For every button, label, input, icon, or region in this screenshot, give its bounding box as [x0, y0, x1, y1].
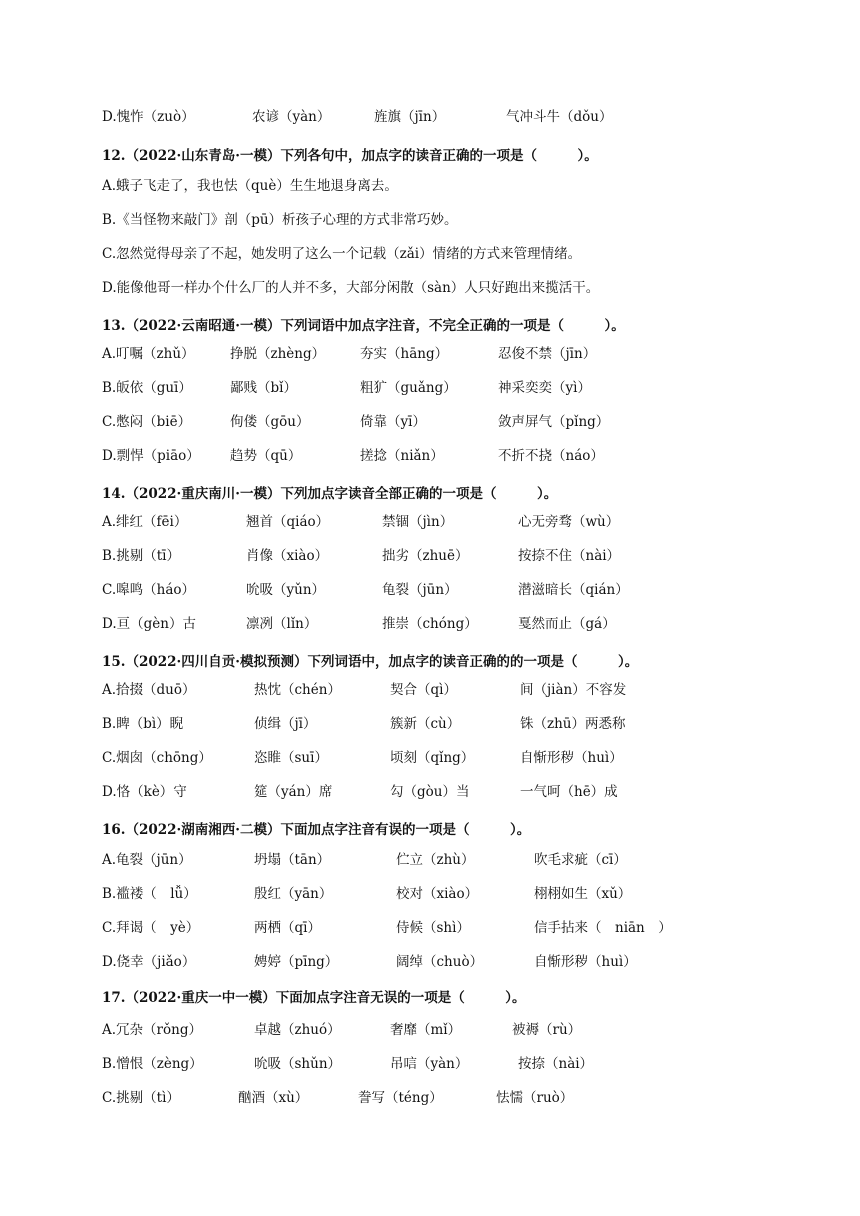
word-pronunciation: 凛冽（lǐn）	[246, 616, 318, 632]
word-pronunciation: 奢靡（mǐ）	[390, 1022, 462, 1038]
answer-option-row	[0, 510, 860, 534]
word-pronunciation: 娉婷（pīng）	[254, 954, 339, 970]
word-pronunciation: 契合（qì）	[390, 682, 457, 698]
question-stem	[0, 986, 860, 1010]
word-pronunciation: 鄙贱（bǐ）	[230, 380, 297, 396]
word-pronunciation: 佝偻（gōu）	[230, 414, 310, 430]
word-pronunciation: C.嗥鸣（háo）	[102, 582, 196, 598]
word-pronunciation: 挣脱（zhèng）	[230, 346, 326, 362]
word-pronunciation: 倚靠（yī）	[360, 414, 426, 430]
word-pronunciation: B.挑剔（tī）	[102, 548, 180, 564]
answer-option-row	[0, 376, 860, 400]
answer-option-row	[0, 746, 860, 770]
word-pronunciation: 校对（xiào）	[396, 886, 479, 902]
answer-option-row	[0, 678, 860, 702]
word-pronunciation: 筵（yán）席	[254, 784, 333, 800]
word-pronunciation: 热忱（chén）	[254, 682, 341, 698]
word-pronunciation: 怯懦（ruò）	[496, 1090, 574, 1106]
option-text: D.能像他哥一样办个什么厂的人并不多，大部分闲散（sàn）人只好跑出来揽活干。	[102, 280, 600, 296]
word-pronunciation: 坍塌（tān）	[254, 852, 331, 868]
word-pronunciation: 阔绰（chuò）	[396, 954, 484, 970]
word-pronunciation: 间（jiàn）不容发	[520, 682, 627, 698]
word-pronunciation: 恣睢（suī）	[254, 750, 328, 766]
word-pronunciation: C.挑剔（tì）	[102, 1090, 180, 1106]
word-pronunciation: 信手拈来（ niān ）	[534, 920, 672, 936]
question-text: 14.（2022·重庆南川·一模）下列加点字读音全部正确的一项是（ ）。	[102, 486, 558, 502]
answer-option-row	[0, 712, 860, 736]
word-pronunciation: 被褥（rù）	[512, 1022, 582, 1038]
answer-option-row	[0, 612, 860, 636]
answer-option	[0, 208, 860, 232]
word-pronunciation: 侍候（shì）	[396, 920, 470, 936]
word-pronunciation: 按捺（nài）	[518, 1056, 594, 1072]
word-pronunciation: 自惭形秽（huì）	[520, 750, 623, 766]
word-pronunciation: 肖像（xiào）	[246, 548, 329, 564]
word-pronunciation: A.拾掇（duō）	[102, 682, 196, 698]
word-pronunciation: 翘首（qiáo）	[246, 514, 330, 530]
question-text: 15.（2022·四川自贡·模拟预测）下列词语中，加点字的读音正确的的一项是（ ）。	[102, 654, 639, 670]
answer-option-row	[0, 1018, 860, 1042]
answer-option-row	[0, 1086, 860, 1110]
word-pronunciation: 殷红（yān）	[254, 886, 333, 902]
word-pronunciation: 誊写（téng）	[358, 1090, 443, 1106]
word-pronunciation: 气冲斗牛（dǒu）	[506, 109, 613, 125]
word-pronunciation: 拙劣（zhuē）	[382, 548, 469, 564]
option-text: B.《当怪物来敲门》剖（pū）析孩子心理的方式非常巧妙。	[102, 212, 458, 228]
word-pronunciation: 禁锢（jìn）	[382, 514, 454, 530]
answer-option-row	[0, 342, 860, 366]
word-pronunciation: 忍俊不禁（jīn）	[498, 346, 597, 362]
answer-option	[0, 276, 860, 300]
word-pronunciation: 神采奕奕（yì）	[498, 380, 591, 396]
answer-option-row	[0, 544, 860, 568]
word-pronunciation: A.冗杂（rǒng）	[102, 1022, 202, 1038]
answer-option	[0, 174, 860, 198]
word-pronunciation: D.愧怍（zuò）	[102, 109, 195, 125]
word-pronunciation: 按捺不住（nài）	[518, 548, 621, 564]
option-text: C.忽然觉得母亲了不起，她发明了这么一个记载（zǎi）情绪的方式来管理情绪。	[102, 246, 582, 262]
question-stem	[0, 482, 860, 506]
word-pronunciation: 伫立（zhù）	[396, 852, 475, 868]
word-pronunciation: 推崇（chóng）	[382, 616, 478, 632]
word-pronunciation: 心无旁骛（wù）	[518, 514, 620, 530]
word-pronunciation: D.侥幸（jiǎo）	[102, 954, 196, 970]
word-pronunciation: B.憎恨（zèng）	[102, 1056, 203, 1072]
word-pronunciation: 铢（zhū）两悉称	[520, 716, 626, 732]
word-pronunciation: C.拜谒（ yè）	[102, 920, 200, 936]
word-pronunciation: 栩栩如生（xǔ）	[534, 886, 632, 902]
answer-option-row	[0, 1052, 860, 1076]
question-text: 12.（2022·山东青岛·一模）下列各句中，加点字的读音正确的一项是（ ）。	[102, 148, 598, 164]
word-pronunciation: D.亘（gèn）古	[102, 616, 196, 632]
word-pronunciation: A.龟裂（jūn）	[102, 852, 192, 868]
question-stem	[0, 314, 860, 338]
word-pronunciation: D.恪（kè）守	[102, 784, 187, 800]
word-pronunciation: 不折不挠（náo）	[498, 448, 604, 464]
answer-option-row	[0, 105, 860, 129]
word-pronunciation: 趋势（qū）	[230, 448, 302, 464]
word-pronunciation: C.烟囱（chōng）	[102, 750, 212, 766]
word-pronunciation: 夯实（hāng）	[360, 346, 449, 362]
word-pronunciation: 簇新（cù）	[390, 716, 461, 732]
word-pronunciation: B.皈依（guī）	[102, 380, 192, 396]
word-pronunciation: 戛然而止（gá）	[518, 616, 616, 632]
word-pronunciation: 潜滋暗长（qián）	[518, 582, 629, 598]
word-pronunciation: 吮吸（shǔn）	[254, 1056, 342, 1072]
question-stem	[0, 818, 860, 842]
answer-option-row	[0, 444, 860, 468]
answer-option-row	[0, 848, 860, 872]
word-pronunciation: 敛声屏气（pǐng）	[498, 414, 610, 430]
answer-option-row	[0, 780, 860, 804]
question-text: 17.（2022·重庆一中一模）下面加点字注音无误的一项是（ ）。	[102, 990, 526, 1006]
question-text: 16.（2022·湖南湘西·二模）下面加点字注音有误的一项是（ ）。	[102, 822, 531, 838]
word-pronunciation: 勾（gòu）当	[390, 784, 470, 800]
word-pronunciation: 顷刻（qǐng）	[390, 750, 475, 766]
word-pronunciation: 粗犷（guǎng）	[360, 380, 457, 396]
question-stem	[0, 144, 860, 168]
question-stem	[0, 650, 860, 674]
word-pronunciation: 自惭形秽（huì）	[534, 954, 637, 970]
word-pronunciation: 一气呵（hē）成	[520, 784, 618, 800]
word-pronunciation: 搓捻（niǎn）	[360, 448, 444, 464]
word-pronunciation: A.叮嘱（zhǔ）	[102, 346, 195, 362]
answer-option-row	[0, 410, 860, 434]
word-pronunciation: 农谚（yàn）	[252, 109, 331, 125]
word-pronunciation: 吹毛求疵（cī）	[534, 852, 627, 868]
word-pronunciation: C.憋闷（biē）	[102, 414, 192, 430]
word-pronunciation: A.绯红（fēi）	[102, 514, 188, 530]
word-pronunciation: 吮吸（yǔn）	[246, 582, 326, 598]
word-pronunciation: 卓越（zhuó）	[254, 1022, 341, 1038]
word-pronunciation: B.睥（bì）睨	[102, 716, 184, 732]
word-pronunciation: 旌旗（jīn）	[374, 109, 446, 125]
word-pronunciation: 龟裂（jūn）	[382, 582, 458, 598]
answer-option-row	[0, 950, 860, 974]
answer-option	[0, 242, 860, 266]
answer-option-row	[0, 882, 860, 906]
answer-option-row	[0, 578, 860, 602]
word-pronunciation: 侦缉（jī）	[254, 716, 317, 732]
answer-option-row	[0, 916, 860, 940]
word-pronunciation: B.褴褛（ lǚ）	[102, 886, 197, 902]
option-text: A.蛾子飞走了，我也怯（què）生生地退身离去。	[102, 178, 398, 194]
question-text: 13.（2022·云南昭通·一模）下列词语中加点字注音，不完全正确的一项是（ ）。	[102, 318, 625, 334]
word-pronunciation: 两栖（qī）	[254, 920, 321, 936]
word-pronunciation: 酗酒（xù）	[238, 1090, 309, 1106]
word-pronunciation: 吊唁（yàn）	[390, 1056, 469, 1072]
word-pronunciation: D.剽悍（piāo）	[102, 448, 200, 464]
